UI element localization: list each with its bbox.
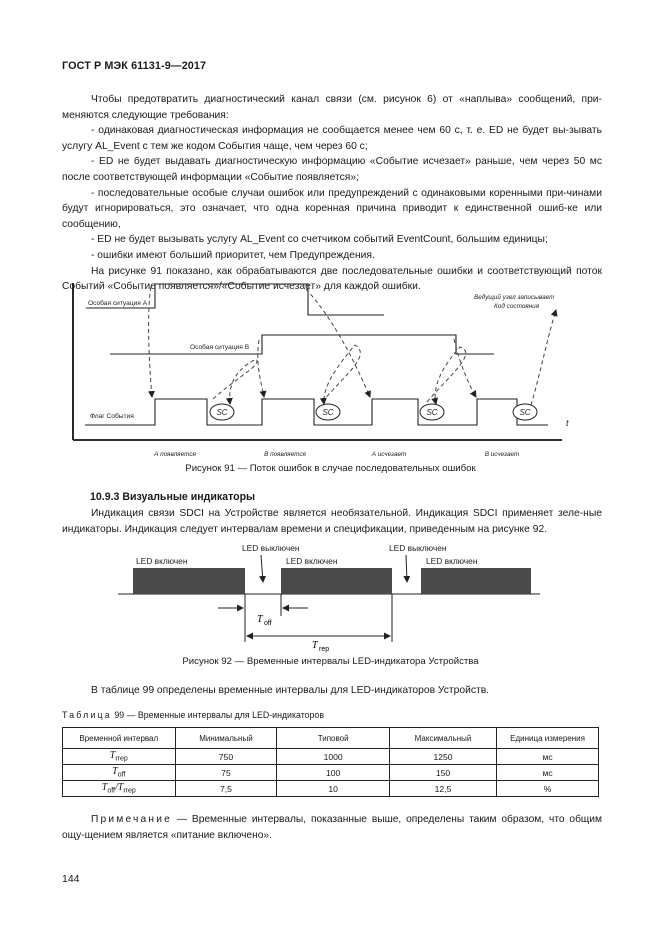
table-caption-word: Таблица	[62, 710, 112, 720]
t-off-sub: off	[264, 620, 272, 627]
arrow-a-appears	[149, 287, 152, 397]
arrow-sc-3	[427, 347, 466, 404]
led-off-arrow	[406, 555, 407, 582]
row-name-cell: $T_{off}$	[63, 765, 176, 781]
min-cell: 75	[175, 765, 277, 781]
figure-92-diagram	[0, 538, 661, 658]
header-cell: Минимальный	[175, 728, 277, 749]
led-off-label: LED выключен	[389, 543, 447, 553]
led-off-arrow	[261, 555, 263, 582]
axis-label: А исчезает	[371, 451, 407, 458]
page-number: 144	[62, 873, 80, 885]
t-rep-sub: rep	[319, 646, 330, 653]
event-flag-label: Флаг События	[90, 413, 134, 420]
typ-cell: 100	[277, 765, 390, 781]
typ-cell: 1000	[277, 749, 390, 765]
t-off-label: T	[257, 614, 263, 625]
max-cell: 150	[389, 765, 496, 781]
arrow-a-disappears	[306, 289, 370, 397]
master-label-2: Код состояния	[494, 303, 540, 310]
unit-cell: мс	[497, 765, 599, 781]
intro-line: Чтобы предотвратить диагностический канал связи (см. рисунок 6) от «наплыва» сообщений, при-меняются следующие требования:	[62, 94, 602, 121]
table-row	[63, 749, 599, 765]
led-on-label: LED включен	[286, 556, 338, 566]
header-cell: Единица измерения	[497, 728, 599, 749]
figure-91-diagram	[0, 275, 661, 465]
arrow-sc-1	[213, 359, 257, 404]
sc-label: SC	[519, 408, 531, 417]
case-b-signal	[110, 335, 494, 354]
case-b-label: Особая ситуация В	[190, 344, 250, 351]
case-a-label: Особая ситуация А	[88, 300, 148, 307]
master-label-1: Ведущий узел записывает	[474, 294, 555, 301]
intro-text	[62, 92, 602, 295]
note-word: Примечание	[91, 814, 172, 825]
led-on-label: LED включен	[426, 556, 478, 566]
section-title: 10.9.3 Визуальные индикаторы	[90, 491, 256, 503]
led-on-block	[133, 568, 245, 594]
intro-line: - последовательные особые случаи ошибок или предупреждений с одинаковыми коренными при-чинами будут игнорироваться, это означает, что одна коренная причина приводит к единственной ошиб-ке или сообщению,	[62, 187, 602, 230]
typ-cell: 10	[277, 781, 390, 797]
led-off-label: LED выключен	[242, 543, 300, 553]
header-cell: Временной интервал	[63, 728, 176, 749]
intro-line: - ED не будет вызывать услугу AL_Event со счетчиком событий EventCount, большим единицы;	[91, 234, 548, 246]
row-name-cell: $T_{off}/T_{rrep}$	[63, 781, 176, 797]
axis-label: В появляется	[264, 451, 306, 458]
max-cell: 1250	[389, 749, 496, 765]
led-on-block	[281, 568, 392, 594]
figure-92-caption: Рисунок 92 — Временные интервалы LED-индикатора Устройства	[182, 656, 479, 667]
arrow-sc-2	[322, 345, 360, 404]
intro-line: - одинаковая диагностическая информация не сообщается менее чем 60 с, т. е. ED не будет вы-зывать услугу AL_Event с тем же кодом События чаще, чем через 60 с;	[62, 125, 602, 152]
min-cell: 7,5	[175, 781, 277, 797]
figure-91-caption: Рисунок 91 — Поток ошибок в случае последовательных ошибок	[185, 463, 476, 474]
table-header-row	[63, 728, 599, 749]
section-text: Индикация связи SDCI на Устройстве является необязательной. Индикация SDCI применяет зеле-ные индикаторы. Индикация следует интервалам времени и спецификации, приведенным на рисунке 92.	[62, 508, 602, 535]
sc-label: SC	[426, 408, 438, 417]
sc-label: SC	[322, 408, 334, 417]
intro-line: - ошибки имеют больший приоритет, чем Предупреждения.	[91, 249, 375, 261]
intro-line: - ED не будет выдавать диагностическую информацию «Событие исчезает» раньше, чем через 50 мс после соответствующей информации «Событие появляется»;	[62, 156, 602, 183]
table-intro: В таблице 99 определены временные интервалы для LED-индикаторов Устройств.	[91, 685, 490, 696]
unit-cell: мс	[497, 749, 599, 765]
table-caption	[62, 710, 324, 720]
table-row	[63, 765, 599, 781]
table-caption-rest: 99 — Временные интервалы для LED-индикаторов	[111, 710, 324, 720]
table-row	[63, 781, 599, 797]
note	[62, 812, 602, 843]
t-rep-label: T	[312, 640, 318, 651]
arrow-b-appears	[258, 340, 264, 397]
unit-cell: %	[497, 781, 599, 797]
led-on-label: LED включен	[136, 556, 188, 566]
min-cell: 750	[175, 749, 277, 765]
header-cell: Максимальный	[389, 728, 496, 749]
document-header: ГОСТ Р МЭК 61131-9—2017	[62, 60, 207, 72]
led-on-block	[421, 568, 531, 594]
note-text: — Временные интервалы, показанные выше, определены таким образом, что общим ощу-щением является «питание включено».	[62, 814, 602, 841]
arrow-master	[531, 310, 556, 405]
row-name-cell: $T_{rrep}$	[63, 749, 176, 765]
timing-table	[62, 727, 599, 797]
axis-label: А появляется	[154, 451, 196, 458]
t-axis-label: t	[566, 418, 569, 428]
sc-label: SC	[216, 408, 228, 417]
axis-label: В исчезает	[484, 451, 520, 458]
header-cell: Типовой	[277, 728, 390, 749]
intro-line: На рисунке 91 показано, как обрабатываются две последовательные ошибки и соответствующий поток Событий «Событие появляется»/«Событие исчезает» для каждой ошибки.	[62, 265, 602, 293]
max-cell: 12,5	[389, 781, 496, 797]
